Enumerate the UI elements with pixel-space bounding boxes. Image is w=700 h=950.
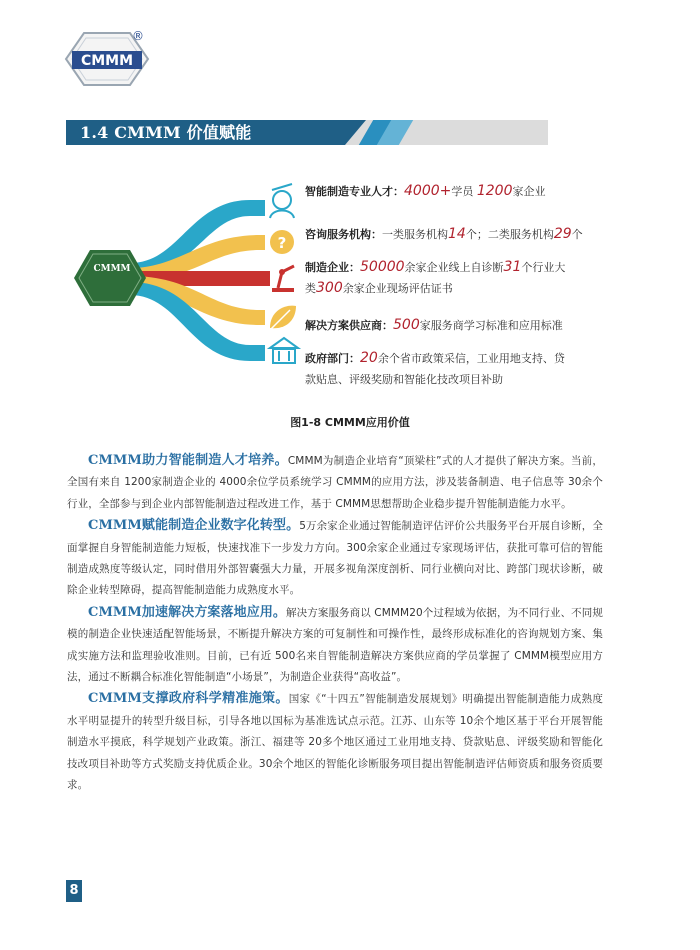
svg-text:?: ? — [277, 234, 287, 252]
row-text-part: 个；二类服务机构 — [465, 228, 554, 241]
question-icon — [270, 230, 294, 254]
highlight-number: 14 — [448, 226, 466, 242]
row-text-part: 余家企业现场评估证书 — [342, 282, 453, 295]
row-text-part: 个 — [571, 228, 583, 241]
row-label: 智能制造专业人才： — [305, 185, 404, 198]
highlight-number: 500 — [393, 317, 420, 333]
row-label: 咨询服务机构： — [305, 228, 382, 241]
logo-text: CMMM — [80, 53, 134, 69]
diagram-row-talent — [305, 181, 546, 202]
value-diagram — [60, 160, 660, 410]
row-text-part: 家服务商学习标准和应用标准 — [419, 319, 563, 332]
highlight-number: 4000+ — [404, 183, 452, 199]
highlight-number: 29 — [553, 226, 572, 242]
highlight-number: 20 — [360, 350, 378, 366]
leaf-icon — [270, 306, 296, 330]
diagram-row-government — [305, 348, 565, 390]
row-text-part: 学员 — [451, 185, 477, 198]
diagram-row-manufacturers — [305, 257, 565, 299]
student-icon — [270, 184, 294, 218]
paragraph-body: 国家《“十四五”智能制造发展规划》明确提出智能制造能力成熟度水平明显提升的转型升级目标，引导各地以国标为基准选试点示范。江苏、山东等 10余个地区基于平台开展智能制造水平摸底，科学规划产业政策。浙江、福建等 20多个地区通过工业用地支持、贷款贴息、评级奖励和智能化技改项目补助等方式奖励支持优质企业。30余个地区的智能化诊断服务项目提出智能制造评估师资质和服务资质要求。 — [67, 693, 603, 792]
row-text-part: 余个省市政策采信，工业用地支持、贷 — [377, 352, 565, 365]
government-icon — [270, 338, 298, 363]
center-hexagon-label: CMMM — [93, 264, 131, 274]
figure-caption: 图1-8 CMMM应用价值 — [290, 416, 410, 429]
highlight-number: 1200 — [476, 183, 513, 199]
paragraph-body: CMMM为制造企业培育“顶梁柱”式的人才提供了解决方案。当前，全国有来自 1200家制造企业的 4000余位学员系统学习 CMMM的应用方法，涉及装备制造、电子信息等 30余个行业，全部参与到企业内部智能制造过程改进工作，基于 CMMM思想帮助企业稳步提升智能制造能力水平。 — [67, 455, 603, 510]
robot-arm-icon — [272, 266, 294, 292]
row-text-part: 类 — [305, 282, 316, 295]
paragraph-body: 5万余家企业通过智能制造评估评价公共服务平台开展自诊断，全面掌握自身智能制造能力短板，快速找准下一步发力方向。300余家企业通过专家现场评估，获批可靠可信的智能制造成熟度等级认定，同时借用外部智囊强大力量，开展多视角深度剖析、同行业横向对比、跨部门现状诊断，破除企业转型障碍，提高智能制造能力成熟度水平。 — [67, 520, 603, 597]
row-text-part: 一类服务机构 — [382, 228, 448, 241]
row-label: 政府部门： — [305, 352, 360, 365]
paragraph-lead: CMMM助力智能制造人才培养。 — [88, 453, 288, 468]
paragraph-solutions — [67, 602, 603, 689]
row-text-part: 余家企业线上自诊断 — [404, 261, 504, 274]
highlight-number: 50000 — [360, 259, 405, 275]
section-title: 1.4 CMMM 价值赋能 — [80, 123, 252, 142]
paragraph-lead: CMMM赋能制造企业数字化转型。 — [88, 518, 300, 534]
diagram-row-solution-providers — [305, 315, 563, 336]
row-label: 制造企业： — [305, 261, 360, 274]
row-text-part: 款贴息、评级奖励和智能化技改项目补助 — [305, 373, 503, 386]
row-text-part: 个行业大 — [521, 261, 566, 274]
page-number: 8 — [66, 880, 82, 902]
paragraph-lead: CMMM支撑政府科学精准施策。 — [88, 691, 289, 707]
row-text-part: 家企业 — [512, 185, 546, 198]
body-text — [67, 450, 603, 797]
highlight-number: 300 — [316, 280, 343, 296]
paragraph-digital-transformation — [67, 515, 603, 602]
diagram-row-consulting — [305, 224, 583, 245]
paragraph-lead: CMMM加速解决方案落地应用。 — [88, 604, 287, 620]
row-label: 解决方案供应商： — [305, 319, 393, 332]
paragraph-talent — [67, 450, 603, 515]
paragraph-body: 解决方案服务商以 CMMM20个过程域为依据，为不同行业、不同规模的制造企业快速适配智能场景，不断提升解决方案的可复制性和可操作性，最终形成标准化的咨询规划方案、集成实施方法和监理验收准则。目前，已有近 500名来自智能制造解决方案供应商的学员掌握了 CMMM模型应用方法，通过不断耦合标准化智能制造“小场景”，为制造企业获得“高收益”。 — [67, 606, 603, 684]
paragraph-government — [67, 688, 603, 796]
highlight-number: 31 — [503, 259, 522, 275]
registered-mark: ® — [132, 29, 144, 43]
